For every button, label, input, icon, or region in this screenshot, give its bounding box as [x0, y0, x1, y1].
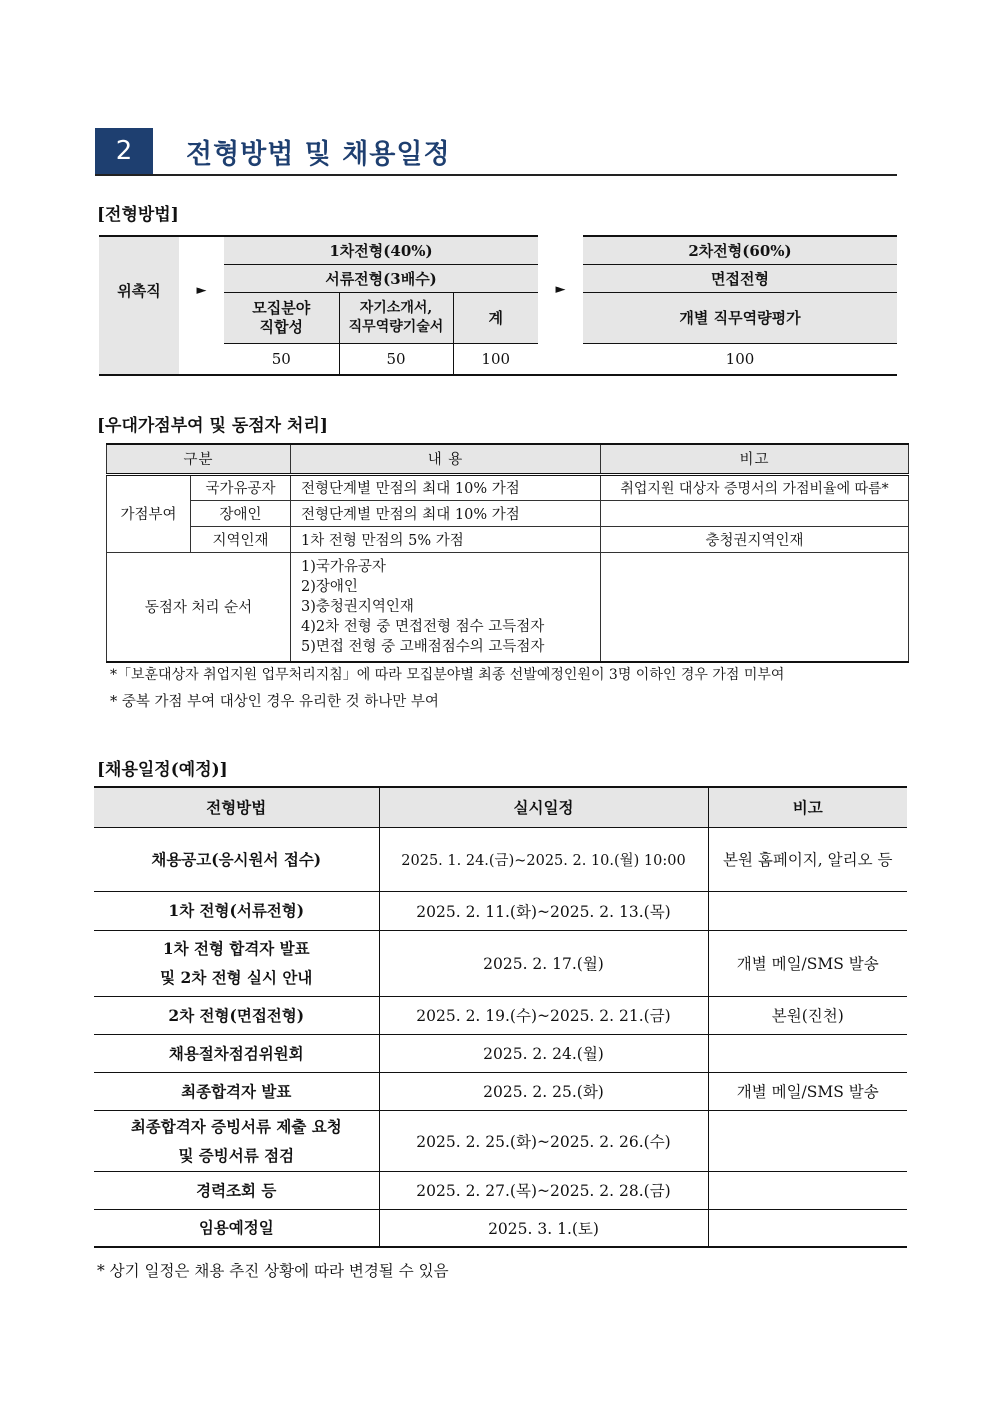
section-divider — [95, 174, 897, 176]
schedule-header: 실시일정 — [379, 787, 708, 827]
schedule-date: 2025. 2. 25.(화)~2025. 2. 26.(수) — [379, 1110, 708, 1171]
stage1-sub: 서류전형(3배수) — [224, 264, 538, 292]
tie-label: 동점자 처리 순서 — [107, 552, 291, 662]
bonus-type: 지역인재 — [191, 526, 291, 552]
schedule-step: 채용공고(응시원서 접수) — [94, 827, 379, 891]
stage1-col: 계 — [453, 292, 538, 343]
schedule-header: 전형방법 — [94, 787, 379, 827]
bonus-type: 국가유공자 — [191, 474, 291, 500]
arrow-icon: ► — [555, 282, 566, 297]
schedule-heading: [채용일정(예정)] — [97, 760, 228, 780]
schedule-date: 2025. 3. 1.(토) — [379, 1209, 708, 1247]
bonus-type: 장애인 — [191, 500, 291, 526]
score-cell: 100 — [583, 343, 897, 375]
stage2-col: 개별 직무역량평가 — [583, 292, 897, 343]
schedule-date: 2025. 2. 17.(월) — [379, 930, 708, 996]
schedule-note — [708, 1171, 907, 1209]
bonus-header: 비고 — [601, 444, 909, 474]
note-line: *「보훈대상자 취업지원 업무처리지침」에 따라 모집분야별 최종 선발예정인원이 3명 이하인 경우 가점 미부여 — [110, 667, 785, 683]
schedule-header: 비고 — [708, 787, 907, 827]
bonus-note: 취업지원 대상자 증명서의 가점비율에 따름* — [601, 474, 909, 500]
stage1-col: 자기소개서, 직무역량기술서 — [339, 292, 453, 343]
group-label: 가점부여 — [107, 474, 191, 552]
tie-item: 1)국가유공자 — [301, 558, 386, 575]
bonus-content: 1차 전형 만점의 5% 가점 — [291, 526, 601, 552]
method-heading: [전형방법] — [97, 205, 179, 225]
score-cell: 50 — [339, 343, 453, 375]
tie-list — [291, 552, 601, 662]
tie-item: 3)충청권지역인재 — [301, 598, 414, 615]
schedule-step: 경력조회 등 — [94, 1171, 379, 1209]
tie-item: 5)면접 전형 중 고배점점수의 고득점자 — [301, 638, 545, 655]
schedule-step: 2차 전형(면접전형) — [94, 996, 379, 1034]
schedule-date: 2025. 2. 19.(수)~2025. 2. 21.(금) — [379, 996, 708, 1034]
schedule-step: 1차 전형(서류전형) — [94, 891, 379, 930]
schedule-table — [94, 786, 907, 1248]
bonus-header: 구분 — [107, 444, 291, 474]
schedule-footnote: * 상기 일정은 채용 추진 상황에 따라 변경될 수 있음 — [97, 1262, 449, 1280]
schedule-date: 2025. 2. 25.(화) — [379, 1072, 708, 1110]
method-table — [99, 235, 897, 376]
schedule-date: 2025. 1. 24.(금)~2025. 2. 10.(월) 10:00 — [379, 827, 708, 891]
schedule-note — [708, 891, 907, 930]
bonus-content: 전형단계별 만점의 최대 10% 가점 — [291, 474, 601, 500]
schedule-note: 본원(진천) — [708, 996, 907, 1034]
schedule-step: 1차 전형 합격자 발표 및 2차 전형 실시 안내 — [94, 930, 379, 996]
tie-item: 2)장애인 — [301, 578, 358, 595]
bonus-content: 전형단계별 만점의 최대 10% 가점 — [291, 500, 601, 526]
schedule-date: 2025. 2. 11.(화)~2025. 2. 13.(목) — [379, 891, 708, 930]
arrow-icon: ► — [179, 236, 224, 343]
position-label: 위촉직 — [99, 236, 179, 343]
bonus-table — [106, 443, 909, 663]
schedule-date: 2025. 2. 24.(월) — [379, 1034, 708, 1072]
schedule-note: 개별 메일/SMS 발송 — [708, 1072, 907, 1110]
schedule-note: 본원 홈페이지, 알리오 등 — [708, 827, 907, 891]
bonus-heading: [우대가점부여 및 동점자 처리] — [97, 416, 328, 436]
score-cell: 50 — [224, 343, 339, 375]
stage2-title: 2차전형(60%) — [583, 236, 897, 264]
tie-item: 4)2차 전형 중 면접전형 점수 고득점자 — [301, 618, 545, 635]
schedule-note — [708, 1110, 907, 1171]
bonus-notes — [110, 662, 784, 716]
stage1-title: 1차전형(40%) — [224, 236, 538, 264]
schedule-note: 개별 메일/SMS 발송 — [708, 930, 907, 996]
schedule-step: 최종합격자 발표 — [94, 1072, 379, 1110]
bonus-header: 내 용 — [291, 444, 601, 474]
schedule-step: 최종합격자 증빙서류 제출 요청 및 증빙서류 점검 — [94, 1110, 379, 1171]
schedule-step: 채용절차점검위원회 — [94, 1034, 379, 1072]
section-number: 2 — [95, 128, 153, 174]
score-cell: 100 — [453, 343, 538, 375]
schedule-step: 임용예정일 — [94, 1209, 379, 1247]
stage2-sub: 면접전형 — [583, 264, 897, 292]
stage1-col: 모집분야 직합성 — [224, 292, 339, 343]
section-title: 전형방법 및 채용일정 — [186, 138, 451, 170]
schedule-date: 2025. 2. 27.(목)~2025. 2. 28.(금) — [379, 1171, 708, 1209]
schedule-note — [708, 1034, 907, 1072]
note-line: * 중복 가점 부여 대상인 경우 유리한 것 하나만 부여 — [110, 694, 439, 710]
schedule-note — [708, 1209, 907, 1247]
bonus-note — [601, 500, 909, 526]
bonus-note: 충청권지역인재 — [601, 526, 909, 552]
